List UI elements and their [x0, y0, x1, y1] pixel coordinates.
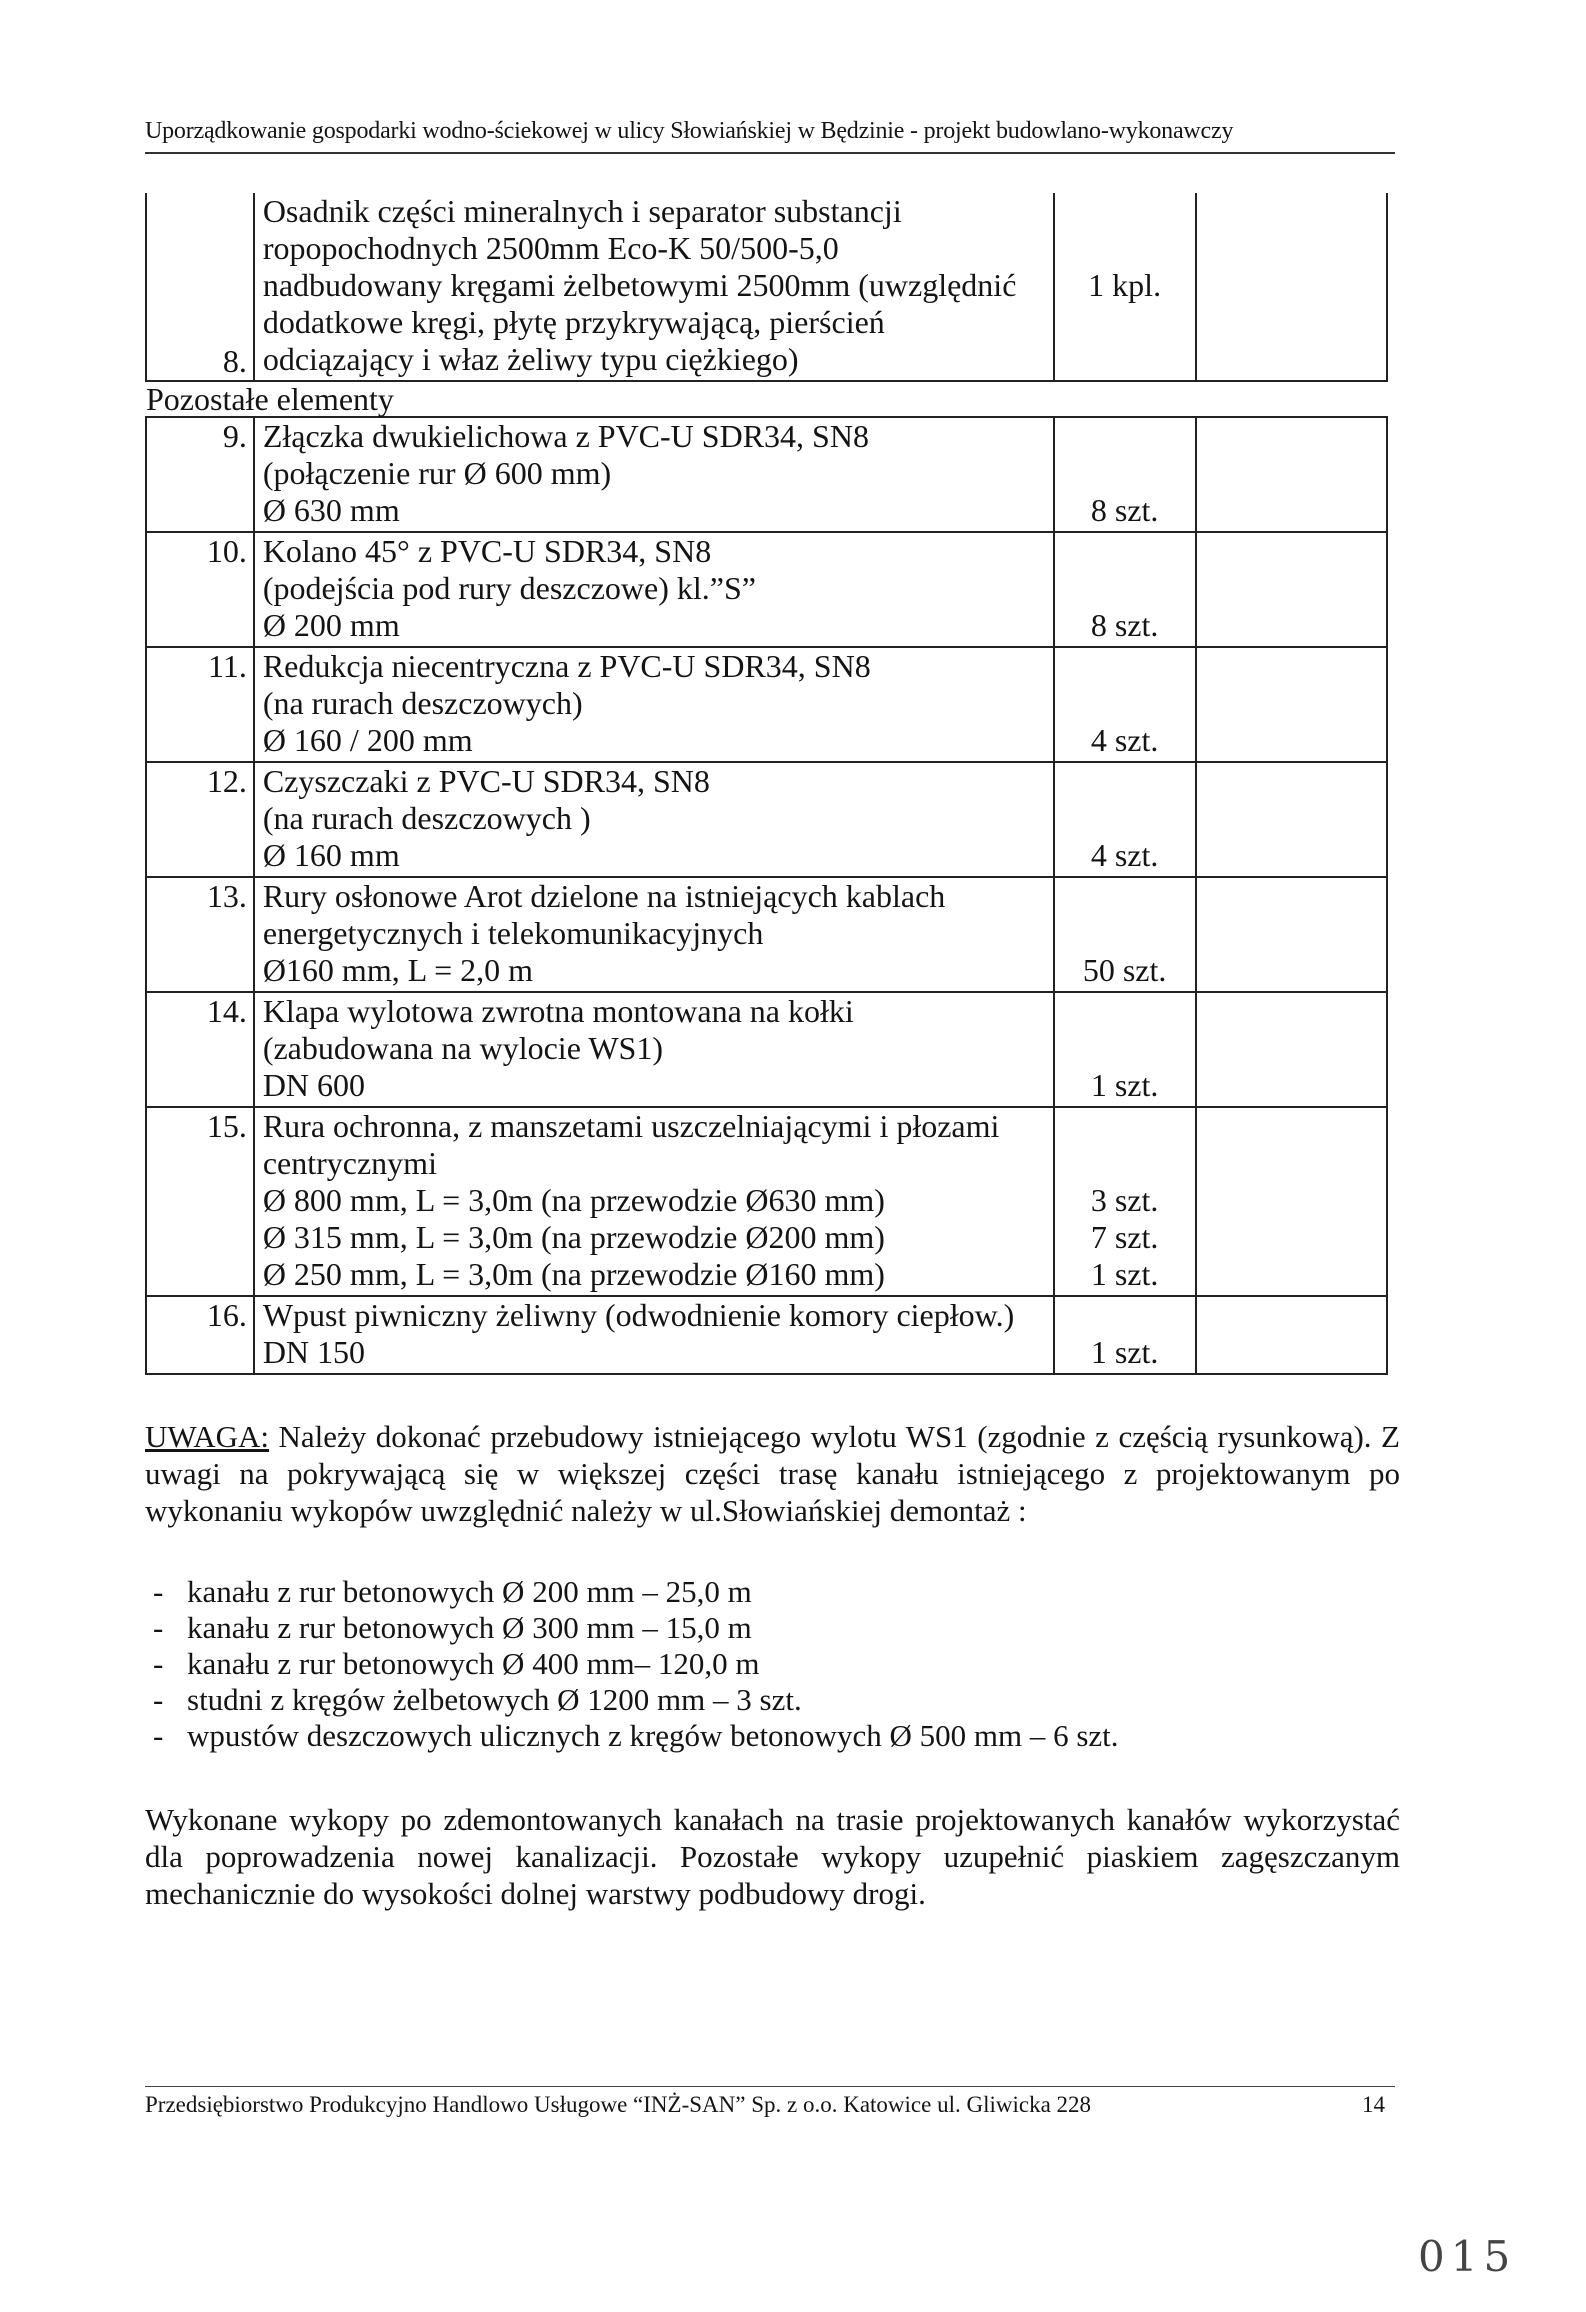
item-description: [254, 762, 1054, 877]
list-item: - kanału z rur betonowych Ø 200 mm – 25,0 m: [145, 1574, 1345, 1610]
quantity-value: 1 kpl.: [1088, 267, 1162, 303]
empty-cell: [1196, 762, 1387, 877]
item-quantity: [1054, 193, 1196, 381]
empty-cell: [1196, 877, 1387, 992]
quantity-value: [1055, 800, 1195, 837]
item-description: [254, 417, 1054, 532]
description-line: (zabudowana na wylocie WS1): [262, 1030, 663, 1066]
item-description: [254, 647, 1054, 762]
quantity-value: 8 szt.: [1090, 607, 1159, 643]
footer-divider: [145, 2086, 1395, 2087]
note-label: UWAGA:: [145, 1419, 269, 1454]
quantity-value: 8 szt.: [1090, 492, 1159, 528]
description-line: dodatkowe kręgi, płytę przykrywającą, pierścień: [262, 304, 885, 340]
empty-cell: [1196, 647, 1387, 762]
item-quantity: [1054, 877, 1196, 992]
quantity-value: [1055, 1030, 1195, 1067]
item-description: [254, 532, 1054, 647]
section-label: Pozostałe elementy: [146, 381, 394, 417]
description-line: DN 150: [262, 1334, 366, 1370]
empty-cell: [1196, 1107, 1387, 1296]
item-number: 14.: [146, 992, 254, 1107]
items-body: [146, 417, 1387, 1374]
table-row: [146, 1296, 1387, 1374]
quantity-value: 7 szt.: [1090, 1219, 1159, 1255]
description-line: nadbudowany kręgami żelbetowymi 2500mm (uwzględnić: [262, 267, 1017, 303]
quantity-value: 1 szt.: [1090, 1067, 1159, 1103]
description-line: Ø 160 mm: [262, 837, 400, 873]
table-row: [146, 532, 1387, 647]
description-line: Redukcja niecentryczna z PVC-U SDR34, SN8: [262, 648, 871, 684]
description-line: Osadnik części mineralnych i separator substancji: [262, 193, 902, 229]
item-description: [254, 1296, 1054, 1374]
item-number: 8.: [146, 193, 254, 381]
item-description: [254, 1107, 1054, 1296]
description-line: (na rurach deszczowych ): [262, 800, 591, 836]
item-number: 13.: [146, 877, 254, 992]
quantity-value: [1055, 878, 1195, 915]
description-line: Ø 800 mm, L = 3,0m (na przewodzie Ø630 mm): [262, 1182, 885, 1218]
item-quantity: [1054, 532, 1196, 647]
sheet-stamp-number: 015: [1418, 2232, 1517, 2281]
quantity-value: 4 szt.: [1090, 837, 1159, 873]
description-line: energetycznych i telekomunikacyjnych: [262, 915, 764, 951]
excavation-paragraph: Wykonane wykopy po zdemontowanych kanałach na trasie projektowanych kanałów wykorzystać dla poprowadzenia nowej kanalizacji. Pozostałe wykopy uzupełnić piaskiem zagęszczanym mechanicznie do wysokości dolnej warstwy podbudowy drogi.: [145, 1802, 1400, 1911]
item-quantity: [1054, 417, 1196, 532]
quantity-value: [1055, 648, 1195, 685]
item-description: [254, 193, 1054, 381]
specification-table: [145, 193, 1388, 1375]
description-line: Rury osłonowe Arot dzielone na istniejących kablach: [262, 878, 946, 914]
item-quantity: [1054, 1107, 1196, 1296]
header-divider: [145, 152, 1395, 154]
quantity-value: [1055, 1297, 1195, 1334]
empty-cell: [1196, 417, 1387, 532]
section-label-cell: [146, 381, 1387, 417]
item-number: 15.: [146, 1107, 254, 1296]
description-line: Klapa wylotowa zwrotna montowana na kołki: [262, 993, 854, 1029]
description-line: odciązający i właz żeliwy typu ciężkiego): [262, 341, 799, 377]
description-line: Wpust piwniczny żeliwny (odwodnienie komory ciepłow.): [262, 1297, 1015, 1333]
description-line: Czyszczaki z PVC-U SDR34, SN8: [262, 763, 710, 799]
item-number: 10.: [146, 532, 254, 647]
description-line: Ø160 mm, L = 2,0 m: [262, 952, 533, 988]
table-row: [146, 992, 1387, 1107]
empty-cell: [1196, 992, 1387, 1107]
table-row: [146, 1107, 1387, 1296]
description-line: Ø 630 mm: [262, 492, 400, 528]
quantity-value: [1055, 455, 1195, 492]
footer-company: Przedsiębiorstwo Produkcyjno Handlowo Usługowe “INŻ-SAN” Sp. z o.o. Katowice ul. Gliwicka 228: [145, 2092, 1092, 2117]
quantity-value: [1055, 915, 1195, 952]
quantity-value: [1055, 993, 1195, 1030]
page-header-title: Uporządkowanie gospodarki wodno-ściekowej w ulicy Słowiańskiej w Będzinie - projekt budowlano-wykonawczy: [145, 118, 1234, 144]
quantity-value: [1055, 533, 1195, 570]
list-item: - kanału z rur betonowych Ø 300 mm – 15,0 m: [145, 1610, 1345, 1646]
description-line: Ø 315 mm, L = 3,0m (na przewodzie Ø200 mm): [262, 1219, 885, 1255]
table-row: [146, 762, 1387, 877]
item-number: 16.: [146, 1296, 254, 1374]
description-line: DN 600: [262, 1067, 366, 1103]
page-number: 14: [1362, 2092, 1385, 2117]
item-number: 12.: [146, 762, 254, 877]
description-line: centrycznymi: [262, 1145, 437, 1181]
description-line: Złączka dwukielichowa z PVC-U SDR34, SN8: [262, 418, 869, 454]
table-row: [146, 647, 1387, 762]
description-line: ropopochodnych 2500mm Eco-K 50/500-5,0: [262, 230, 839, 266]
quantity-value: [1055, 1108, 1195, 1145]
demolition-list: [145, 1574, 1345, 1754]
empty-cell: [1196, 532, 1387, 647]
description-line: Kolano 45° z PVC-U SDR34, SN8: [262, 533, 712, 569]
item-quantity: [1054, 762, 1196, 877]
description-line: (podejścia pod rury deszczowe) kl.”S”: [262, 570, 756, 606]
quantity-value: 3 szt.: [1090, 1182, 1159, 1218]
quantity-value: [1055, 1145, 1195, 1182]
item-quantity: [1054, 1296, 1196, 1374]
item-quantity: [1054, 992, 1196, 1107]
item-number: 11.: [146, 647, 254, 762]
quantity-value: [1055, 418, 1195, 455]
table-section-row: [146, 381, 1387, 417]
quantity-value: 50 szt.: [1082, 952, 1167, 988]
item-quantity: [1054, 647, 1196, 762]
quantity-value: [1055, 685, 1195, 722]
description-line: (połączenie rur Ø 600 mm): [262, 455, 612, 491]
description-line: Rura ochronna, z manszetami uszczelniającymi i płozami: [262, 1108, 1000, 1144]
empty-cell: [1196, 193, 1387, 381]
empty-cell: [1196, 1296, 1387, 1374]
description-line: Ø 200 mm: [262, 607, 400, 643]
description-line: Ø 250 mm, L = 3,0m (na przewodzie Ø160 mm): [262, 1256, 885, 1292]
item-number: 9.: [146, 417, 254, 532]
note-text: Należy dokonać przebudowy istniejącego wylotu WS1 (zgodnie z częścią rysunkową). Z uwagi na pokrywającą się w większej części trasę kanału istniejącego z projektowanym po wykonaniu wykopów uwzględnić należy w ul.Słowiańskiej demontaż :: [145, 1419, 1400, 1528]
list-item: - kanału z rur betonowych Ø 400 mm– 120,0 m: [145, 1646, 1345, 1682]
quantity-value: 4 szt.: [1090, 722, 1159, 758]
description-line: Ø 160 / 200 mm: [262, 722, 473, 758]
description-line: (na rurach deszczowych): [262, 685, 583, 721]
item-description: [254, 877, 1054, 992]
table-row-item-8: [146, 193, 1387, 381]
quantity-value: [1055, 763, 1195, 800]
quantity-value: [1055, 570, 1195, 607]
table-row: [146, 877, 1387, 992]
quantity-value: 1 szt.: [1090, 1256, 1159, 1292]
list-item: - wpustów deszczowych ulicznych z kręgów betonowych Ø 500 mm – 6 szt.: [145, 1718, 1345, 1754]
list-item: - studni z kręgów żelbetowych Ø 1200 mm – 3 szt.: [145, 1682, 1345, 1718]
quantity-value: 1 szt.: [1090, 1334, 1159, 1370]
item-description: [254, 992, 1054, 1107]
note-paragraph: [145, 1418, 1400, 1529]
table-row: [146, 417, 1387, 532]
